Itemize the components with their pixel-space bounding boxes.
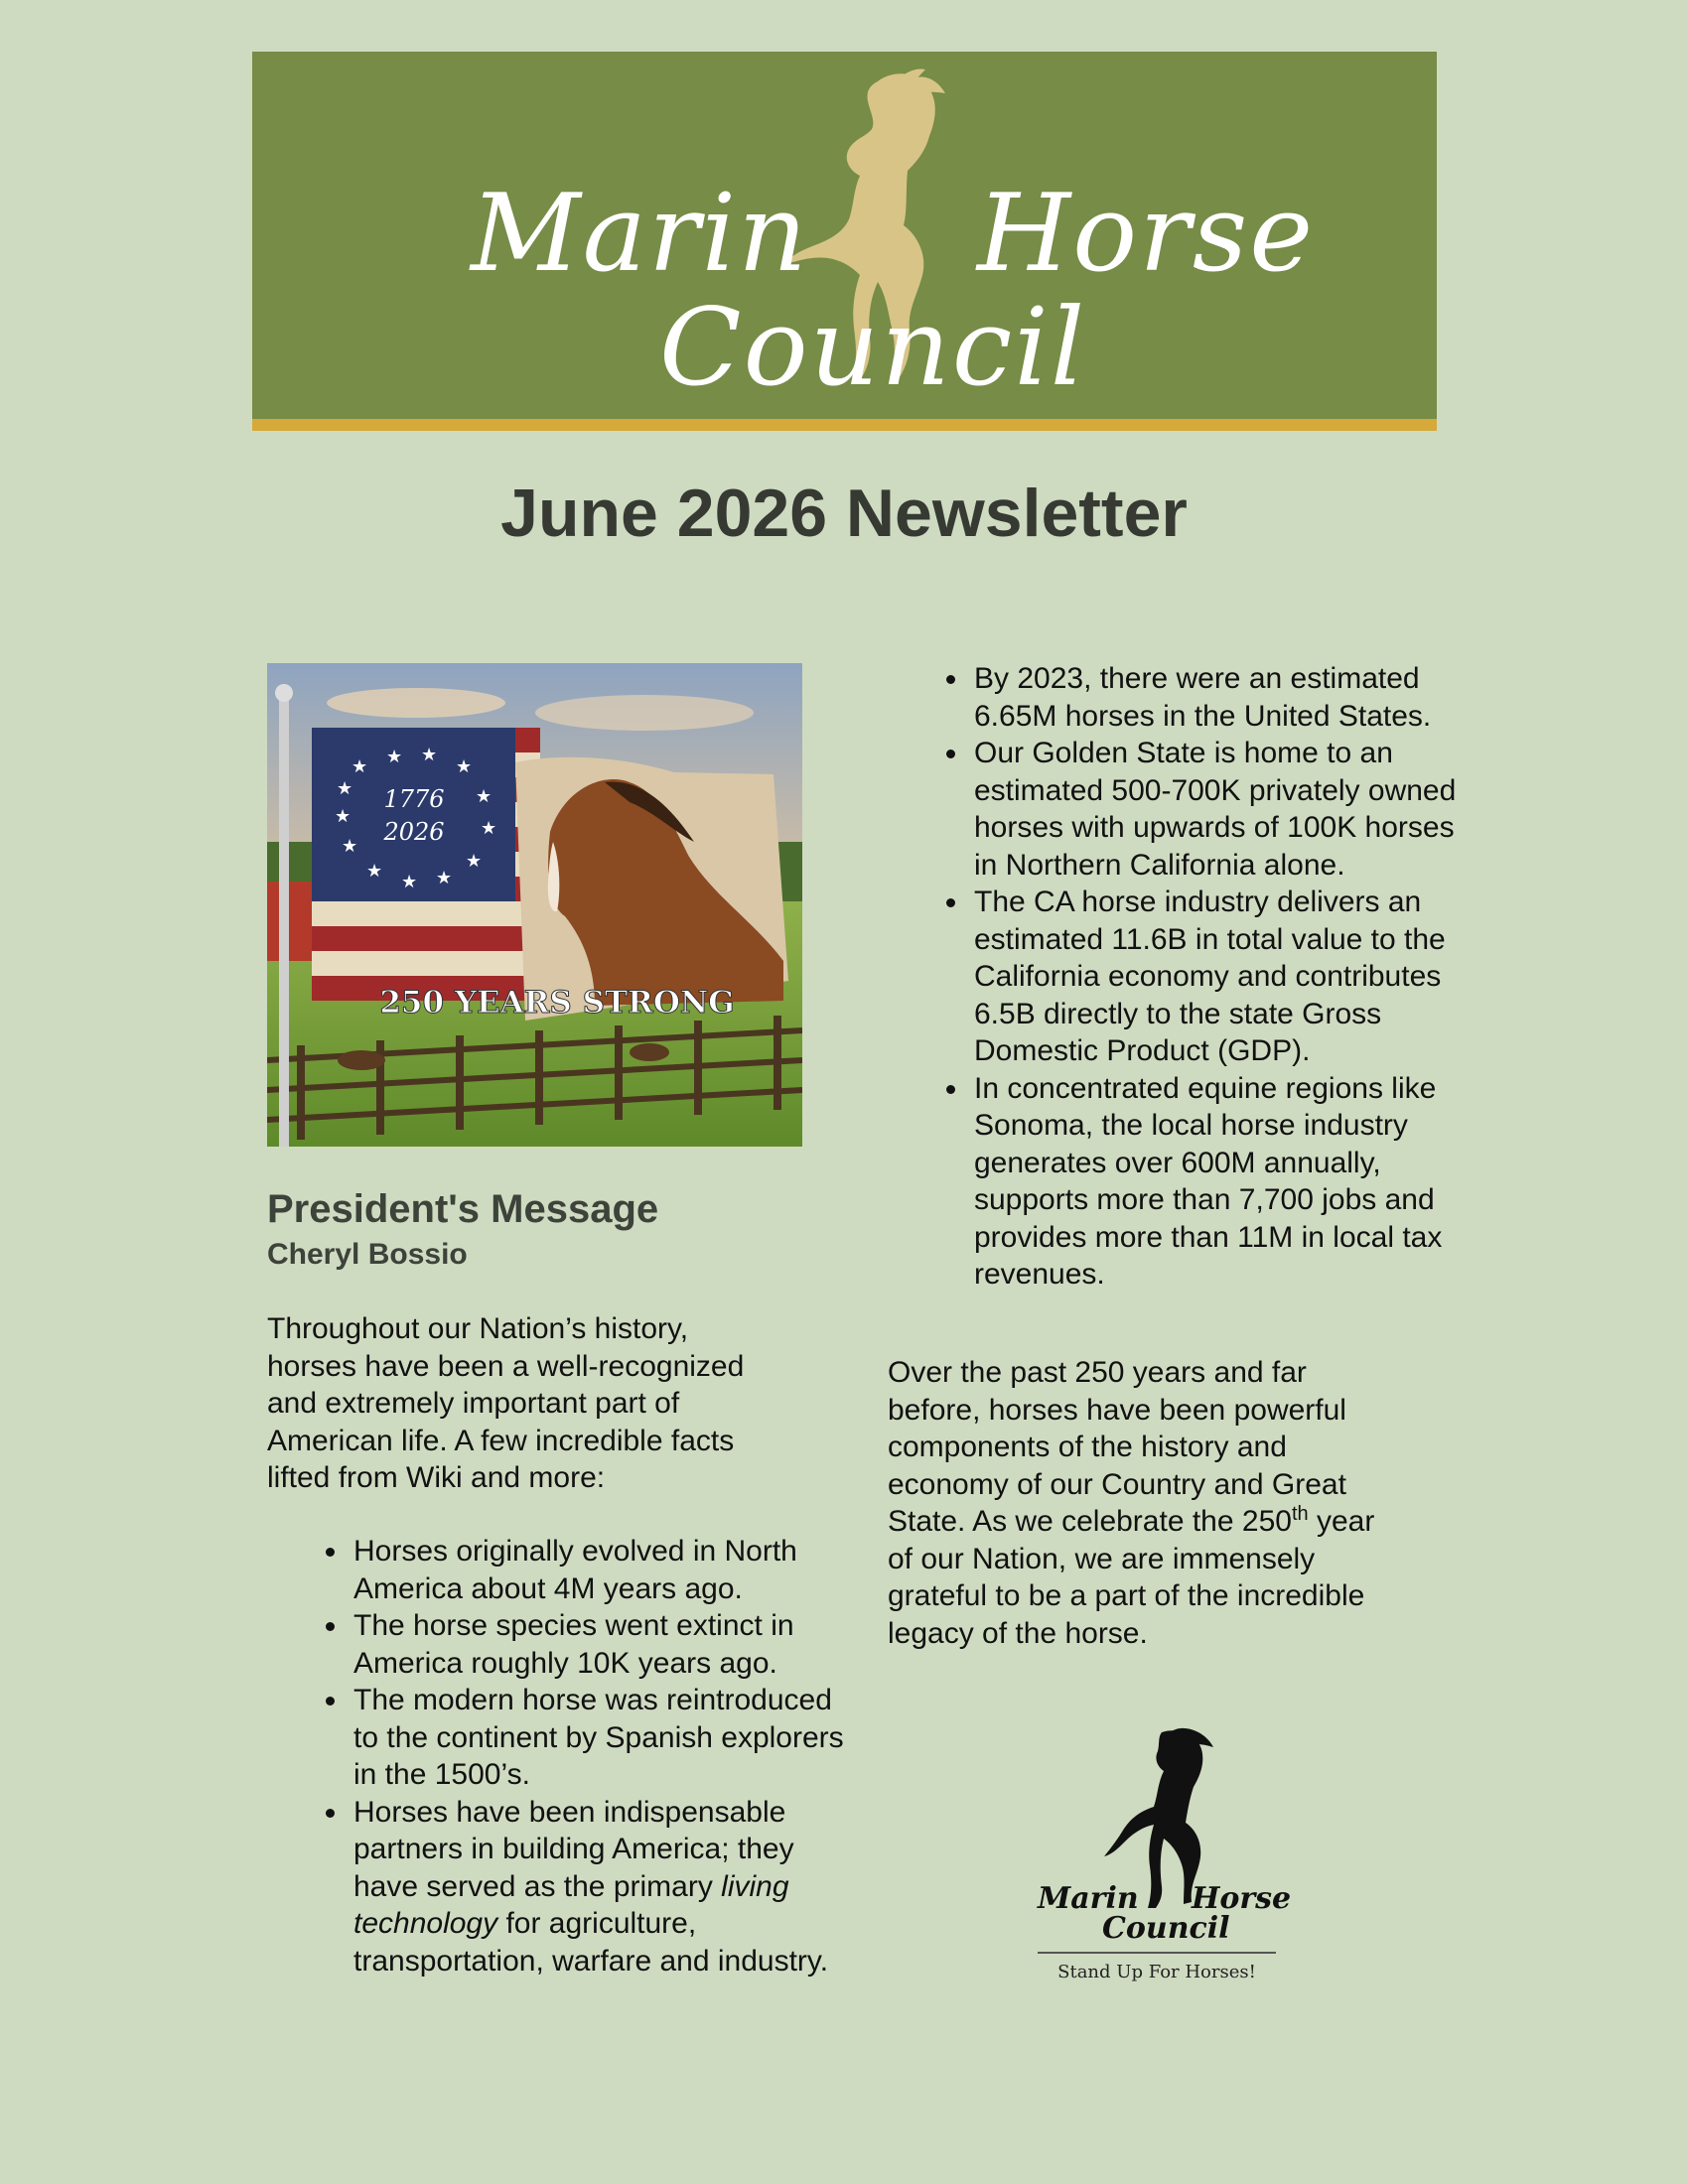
list-item: • The modern horse was reintroduced to the continent by Spanish explorers in the 1500’s. [350, 1682, 846, 1794]
svg-text:★: ★ [386, 747, 403, 767]
list-item: • The CA horse industry delivers an estimated 11.6B in total value to the California economy and contributes 6.5B directly to the state Gross Domestic Product (GDP). [970, 884, 1467, 1070]
list-item [350, 1794, 846, 1980]
author-name: Cheryl Bossio [267, 1238, 468, 1271]
svg-text:★: ★ [456, 756, 473, 777]
banner-logo-word-marin: Marin [471, 172, 809, 296]
svg-text:★: ★ [481, 818, 497, 839]
logo-divider [1038, 1952, 1276, 1954]
svg-text:★: ★ [436, 868, 453, 888]
list-item: • By 2023, there were an estimated 6.65M horses in the United States. [970, 660, 1467, 735]
ordinal-suffix: th [1291, 1503, 1309, 1525]
flag-year-end: 2026 [383, 818, 445, 846]
list-item: • Horses originally evolved in North America about 4M years ago. [350, 1533, 846, 1607]
list-item: • The horse species went extinct in America roughly 10K years ago. [350, 1607, 846, 1682]
flag-caption: 250 YEARS STRONG [379, 985, 735, 1021]
svg-text:★: ★ [366, 861, 383, 882]
flag-year-start: 1776 [383, 785, 445, 813]
svg-text:★: ★ [401, 872, 418, 892]
logo-tagline: Stand Up For Horses! [1057, 1962, 1256, 1982]
svg-text:★: ★ [352, 756, 368, 777]
footer-logo-word-marin: Marin [1038, 1881, 1139, 1916]
footer-logo-word-council: Council [1102, 1911, 1230, 1946]
svg-text:★: ★ [421, 745, 438, 765]
footer-logo-word-horse: Horse [1192, 1881, 1292, 1916]
closing-text: Over the past 250 years and far before, horses have been powerful components of the history and economy of our Country and Great State. As we celebrate the 250 [888, 1356, 1346, 1538]
fact-text: Horses have been indispensable partners in building America; they have served as the primary [353, 1795, 794, 1903]
svg-text:★: ★ [335, 806, 352, 827]
header-banner [252, 52, 1437, 431]
svg-text:★: ★ [337, 778, 353, 799]
intro-paragraph: Throughout our Nation’s history, horses have been a well-recognized and extremely important part of American life. A few incredible facts lifted from Wiki and more: [267, 1312, 745, 1494]
svg-text:★: ★ [466, 851, 483, 872]
facts-list-left [316, 1533, 846, 1979]
svg-text:★: ★ [342, 836, 358, 857]
list-item: • In concentrated equine regions like Sonoma, the local horse industry generates over 600M annually, supports more than 7,700 jobs and provides more than 11M in local tax revenues. [970, 1070, 1467, 1294]
closing-paragraph [888, 1354, 1404, 1652]
banner-logo-word-council: Council [659, 286, 1087, 410]
footer-logo [1033, 1727, 1292, 1995]
list-item: • Our Golden State is home to an estimated 500-700K privately owned horses with upwards of 100K horses in Northern California alone. [970, 735, 1467, 884]
fact-text: for agriculture, transportation, warfare and industry. [353, 1907, 829, 1978]
facts-list-right [936, 660, 1467, 1294]
section-heading: President's Message [267, 1187, 659, 1231]
svg-text:★: ★ [476, 786, 492, 807]
closing-text: year of our Nation, we are immensely grateful to be a part of the incredible legacy of the horse. [888, 1505, 1375, 1650]
page-title: June 2026 Newsletter [500, 476, 1188, 551]
flag-horse-photo [267, 663, 802, 1147]
fact-emphasis: living technology [353, 1869, 789, 1940]
banner-logo-word-horse: Horse [977, 172, 1316, 296]
